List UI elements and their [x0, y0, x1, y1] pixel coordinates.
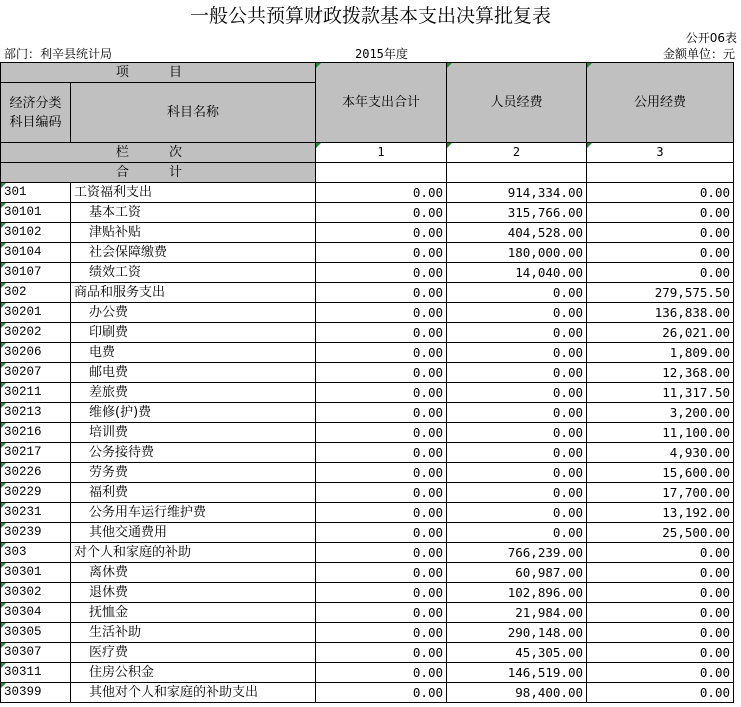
row-total[interactable]: 0.00 — [316, 303, 447, 323]
row-total[interactable]: 0.00 — [316, 523, 447, 543]
row-subject-name[interactable]: 培训费 — [71, 423, 316, 443]
row-personnel[interactable]: 0.00 — [447, 443, 587, 463]
row-code[interactable]: 30302 — [1, 583, 71, 603]
row-public[interactable]: 0.00 — [587, 683, 734, 703]
grand-total-cell[interactable] — [316, 163, 447, 183]
row-personnel[interactable]: 290,148.00 — [447, 623, 587, 643]
row-code[interactable]: 30216 — [1, 423, 71, 443]
row-subject-name[interactable]: 印刷费 — [71, 323, 316, 343]
row-personnel[interactable]: 180,000.00 — [447, 243, 587, 263]
row-total[interactable]: 0.00 — [316, 403, 447, 423]
col-number-1[interactable]: 1 — [316, 143, 447, 163]
row-public[interactable]: 11,100.00 — [587, 423, 734, 443]
row-code[interactable]: 30213 — [1, 403, 71, 423]
header-subject-name[interactable]: 科目名称 — [71, 83, 316, 143]
row-public[interactable]: 3,200.00 — [587, 403, 734, 423]
row-public[interactable]: 4,930.00 — [587, 443, 734, 463]
row-subject-name[interactable]: 商品和服务支出 — [71, 283, 316, 303]
header-econ-code[interactable] — [1, 83, 71, 143]
table-row — [1, 623, 734, 643]
row-code[interactable]: 30101 — [1, 203, 71, 223]
header-econ-code-line1: 经济分类 — [9, 95, 62, 111]
row-personnel[interactable]: 315,766.00 — [447, 203, 587, 223]
row-code[interactable]: 30217 — [1, 443, 71, 463]
row-public[interactable]: 15,600.00 — [587, 463, 734, 483]
row-code[interactable]: 30211 — [1, 383, 71, 403]
row-code[interactable]: 30102 — [1, 223, 71, 243]
table-row — [1, 403, 734, 423]
table-row — [1, 643, 734, 663]
row-subject-name[interactable]: 电费 — [71, 343, 316, 363]
table-row — [1, 523, 734, 543]
table-row — [1, 303, 734, 323]
row-code[interactable]: 30304 — [1, 603, 71, 623]
column-label[interactable]: 栏 次 — [1, 143, 316, 163]
fiscal-year: 2015年度 — [355, 47, 408, 61]
amount-unit: 金额单位：元 — [662, 47, 735, 61]
row-public[interactable]: 17,700.00 — [587, 483, 734, 503]
row-personnel[interactable]: 0.00 — [447, 503, 587, 523]
row-code[interactable]: 302 — [1, 283, 71, 303]
row-personnel[interactable]: 21,984.00 — [447, 603, 587, 623]
expenditure-table — [0, 62, 734, 703]
row-public[interactable]: 0.00 — [587, 203, 734, 223]
row-code[interactable]: 30311 — [1, 663, 71, 683]
row-subject-name[interactable]: 办公费 — [71, 303, 316, 323]
row-subject-name[interactable]: 住房公积金 — [71, 663, 316, 683]
table-row — [1, 363, 734, 383]
row-public[interactable]: 279,575.50 — [587, 283, 734, 303]
header-econ-code-line2: 科目编码 — [9, 114, 62, 130]
row-public[interactable]: 0.00 — [587, 643, 734, 663]
row-subject-name[interactable]: 社会保障缴费 — [71, 243, 316, 263]
row-personnel[interactable]: 914,334.00 — [447, 183, 587, 203]
row-public[interactable]: 0.00 — [587, 243, 734, 263]
header-item[interactable]: 项 目 — [1, 63, 316, 83]
row-subject-name[interactable]: 邮电费 — [71, 363, 316, 383]
row-subject-name[interactable]: 生活补助 — [71, 623, 316, 643]
row-public[interactable]: 0.00 — [587, 183, 734, 203]
row-personnel[interactable]: 146,519.00 — [447, 663, 587, 683]
row-total[interactable]: 0.00 — [316, 383, 447, 403]
row-personnel[interactable]: 766,239.00 — [447, 543, 587, 563]
row-code[interactable]: 30206 — [1, 343, 71, 363]
row-personnel[interactable]: 98,400.00 — [447, 683, 587, 703]
table-row — [1, 563, 734, 583]
table-row — [1, 183, 734, 203]
grand-total-cell[interactable] — [447, 163, 587, 183]
row-total[interactable]: 0.00 — [316, 243, 447, 263]
row-personnel[interactable]: 0.00 — [447, 323, 587, 343]
page-title: 一般公共预算财政拨款基本支出决算批复表 — [189, 5, 551, 27]
table-row — [1, 423, 734, 443]
row-total[interactable]: 0.00 — [316, 183, 447, 203]
row-personnel[interactable]: 0.00 — [447, 523, 587, 543]
table-row — [1, 463, 734, 483]
row-total[interactable]: 0.00 — [316, 263, 447, 283]
row-personnel[interactable]: 14,040.00 — [447, 263, 587, 283]
row-public[interactable]: 0.00 — [587, 583, 734, 603]
row-subject-name[interactable]: 退休费 — [71, 583, 316, 603]
row-total[interactable]: 0.00 — [316, 683, 447, 703]
row-code[interactable]: 30399 — [1, 683, 71, 703]
row-personnel[interactable]: 0.00 — [447, 403, 587, 423]
row-total[interactable]: 0.00 — [316, 483, 447, 503]
row-subject-name[interactable]: 公务接待费 — [71, 443, 316, 463]
row-personnel[interactable]: 45,305.00 — [447, 643, 587, 663]
row-public[interactable]: 26,021.00 — [587, 323, 734, 343]
row-public[interactable]: 0.00 — [587, 543, 734, 563]
table-row — [1, 503, 734, 523]
table-row — [1, 383, 734, 403]
row-public[interactable]: 0.00 — [587, 603, 734, 623]
row-subject-name[interactable]: 抚恤金 — [71, 603, 316, 623]
row-subject-name[interactable]: 其他交通费用 — [71, 523, 316, 543]
row-personnel[interactable]: 0.00 — [447, 483, 587, 503]
table-row — [1, 263, 734, 283]
row-subject-name[interactable]: 公务用车运行维护费 — [71, 503, 316, 523]
row-code[interactable]: 30229 — [1, 483, 71, 503]
row-code[interactable]: 30301 — [1, 563, 71, 583]
row-public[interactable]: 0.00 — [587, 563, 734, 583]
row-total[interactable]: 0.00 — [316, 203, 447, 223]
grand-total-cell[interactable] — [587, 163, 734, 183]
row-total[interactable]: 0.00 — [316, 323, 447, 343]
table-row — [1, 483, 734, 503]
row-total[interactable]: 0.00 — [316, 463, 447, 483]
header-personnel[interactable]: 人员经费 — [447, 63, 587, 143]
table-row — [1, 543, 734, 563]
row-public[interactable]: 11,317.50 — [587, 383, 734, 403]
row-subject-name[interactable]: 其他对个人和家庭的补助支出 — [71, 683, 316, 703]
row-personnel[interactable]: 404,528.00 — [447, 223, 587, 243]
row-total[interactable]: 0.00 — [316, 623, 447, 643]
row-code[interactable]: 30104 — [1, 243, 71, 263]
row-code[interactable]: 30239 — [1, 523, 71, 543]
row-total[interactable]: 0.00 — [316, 443, 447, 463]
department-label: 部门：利辛县统计局 — [4, 47, 113, 61]
row-code[interactable]: 30305 — [1, 623, 71, 643]
row-subject-name[interactable]: 对个人和家庭的补助 — [71, 543, 316, 563]
row-total[interactable]: 0.00 — [316, 283, 447, 303]
row-subject-name[interactable]: 福利费 — [71, 483, 316, 503]
header-public[interactable]: 公用经费 — [587, 63, 734, 143]
table-row — [1, 223, 734, 243]
row-code[interactable]: 30231 — [1, 503, 71, 523]
table-row — [1, 203, 734, 223]
row-code[interactable]: 301 — [1, 183, 71, 203]
row-public[interactable]: 25,500.00 — [587, 523, 734, 543]
row-public[interactable]: 136,838.00 — [587, 303, 734, 323]
row-subject-name[interactable]: 维修(护)费 — [71, 403, 316, 423]
header-total[interactable]: 本年支出合计 — [316, 63, 447, 143]
row-subject-name[interactable]: 津贴补贴 — [71, 223, 316, 243]
row-public[interactable]: 0.00 — [587, 263, 734, 283]
row-code[interactable]: 30201 — [1, 303, 71, 323]
table-row — [1, 663, 734, 683]
row-personnel[interactable]: 0.00 — [447, 423, 587, 443]
row-public[interactable]: 0.00 — [587, 623, 734, 643]
row-personnel[interactable]: 0.00 — [447, 283, 587, 303]
table-row — [1, 243, 734, 263]
row-personnel[interactable]: 0.00 — [447, 363, 587, 383]
row-subject-name[interactable]: 离休费 — [71, 563, 316, 583]
row-subject-name[interactable]: 劳务费 — [71, 463, 316, 483]
table-code: 公开06表 — [685, 31, 737, 45]
row-total[interactable]: 0.00 — [316, 663, 447, 683]
row-total[interactable]: 0.00 — [316, 423, 447, 443]
grand-total-label[interactable]: 合 计 — [1, 163, 316, 183]
table-row — [1, 323, 734, 343]
row-subject-name[interactable]: 基本工资 — [71, 203, 316, 223]
row-code[interactable]: 30307 — [1, 643, 71, 663]
table-row — [1, 443, 734, 463]
row-total[interactable]: 0.00 — [316, 563, 447, 583]
row-total[interactable]: 0.00 — [316, 543, 447, 563]
row-code[interactable]: 30107 — [1, 263, 71, 283]
row-total[interactable]: 0.00 — [316, 643, 447, 663]
row-public[interactable]: 0.00 — [587, 663, 734, 683]
row-total[interactable]: 0.00 — [316, 503, 447, 523]
row-public[interactable]: 0.00 — [587, 223, 734, 243]
row-total[interactable]: 0.00 — [316, 363, 447, 383]
col-number-2[interactable]: 2 — [447, 143, 587, 163]
row-personnel[interactable]: 0.00 — [447, 463, 587, 483]
row-total[interactable]: 0.00 — [316, 343, 447, 363]
table-row — [1, 603, 734, 623]
table-row — [1, 343, 734, 363]
row-personnel[interactable]: 102,896.00 — [447, 583, 587, 603]
row-subject-name[interactable]: 工资福利支出 — [71, 183, 316, 203]
table-row — [1, 583, 734, 603]
table-row — [1, 283, 734, 303]
row-total[interactable]: 0.00 — [316, 603, 447, 623]
row-personnel[interactable]: 0.00 — [447, 303, 587, 323]
row-personnel[interactable]: 0.00 — [447, 343, 587, 363]
row-public[interactable]: 12,368.00 — [587, 363, 734, 383]
row-subject-name[interactable]: 医疗费 — [71, 643, 316, 663]
row-total[interactable]: 0.00 — [316, 223, 447, 243]
row-personnel[interactable]: 60,987.00 — [447, 563, 587, 583]
row-code[interactable]: 303 — [1, 543, 71, 563]
row-public[interactable]: 1,809.00 — [587, 343, 734, 363]
col-number-3[interactable]: 3 — [587, 143, 734, 163]
row-code[interactable]: 30202 — [1, 323, 71, 343]
row-code[interactable]: 30207 — [1, 363, 71, 383]
row-personnel[interactable]: 0.00 — [447, 383, 587, 403]
row-subject-name[interactable]: 绩效工资 — [71, 263, 316, 283]
row-public[interactable]: 13,192.00 — [587, 503, 734, 523]
table-row — [1, 683, 734, 703]
row-subject-name[interactable]: 差旅费 — [71, 383, 316, 403]
row-total[interactable]: 0.00 — [316, 583, 447, 603]
row-code[interactable]: 30226 — [1, 463, 71, 483]
